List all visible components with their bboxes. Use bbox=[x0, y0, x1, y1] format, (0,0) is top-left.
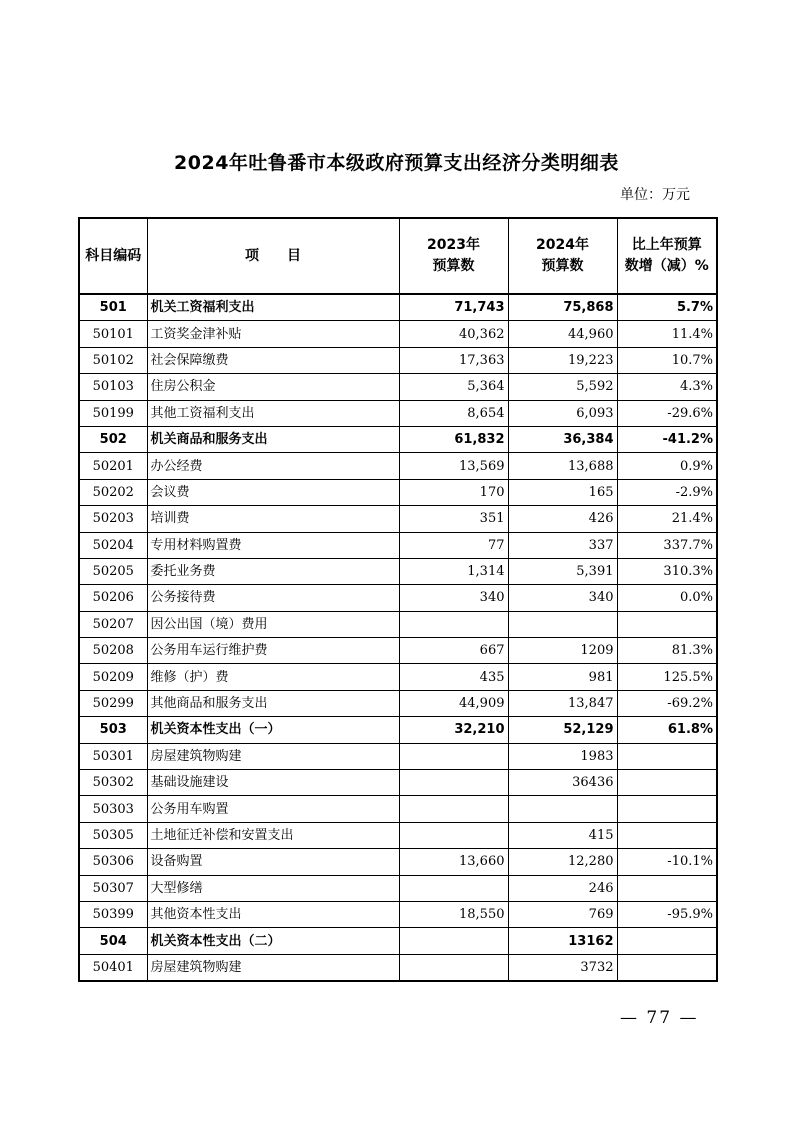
table-row bbox=[79, 690, 717, 716]
table-row bbox=[79, 321, 717, 347]
cell-item: 委托业务费 bbox=[147, 558, 399, 584]
cell-2023: 13,569 bbox=[399, 453, 508, 479]
cell-2024: 3732 bbox=[508, 954, 617, 981]
cell-2024: 44,960 bbox=[508, 321, 617, 347]
cell-item: 住房公积金 bbox=[147, 374, 399, 400]
cell-2023: 340 bbox=[399, 585, 508, 611]
cell-change: 10.7% bbox=[617, 347, 717, 373]
cell-2024: 415 bbox=[508, 822, 617, 848]
cell-code: 50204 bbox=[79, 532, 147, 558]
cell-2023: 1,314 bbox=[399, 558, 508, 584]
cell-2023: 5,364 bbox=[399, 374, 508, 400]
cell-code: 50103 bbox=[79, 374, 147, 400]
table-row-category bbox=[79, 928, 717, 954]
cell-code: 50302 bbox=[79, 770, 147, 796]
cell-2024: 75,868 bbox=[508, 294, 617, 321]
cell-change: -29.6% bbox=[617, 400, 717, 426]
cell-item: 房屋建筑物购建 bbox=[147, 743, 399, 769]
cell-code: 50203 bbox=[79, 506, 147, 532]
cell-item: 大型修缮 bbox=[147, 875, 399, 901]
table-row bbox=[79, 532, 717, 558]
cell-change: -69.2% bbox=[617, 690, 717, 716]
page-number: — 77 — bbox=[620, 1008, 699, 1028]
cell-2024: 13,847 bbox=[508, 690, 617, 716]
cell-item: 房屋建筑物购建 bbox=[147, 954, 399, 981]
header-code: 科目编码 bbox=[79, 218, 147, 294]
cell-change: -41.2% bbox=[617, 426, 717, 452]
header-2024-line1: 2024年 bbox=[536, 237, 589, 253]
cell-2024: 5,391 bbox=[508, 558, 617, 584]
table-row bbox=[79, 770, 717, 796]
table-row bbox=[79, 347, 717, 373]
unit-label: 单位：万元 bbox=[620, 187, 690, 203]
cell-item: 办公经费 bbox=[147, 453, 399, 479]
cell-2024: 19,223 bbox=[508, 347, 617, 373]
cell-2023: 77 bbox=[399, 532, 508, 558]
cell-2023 bbox=[399, 954, 508, 981]
cell-2023 bbox=[399, 770, 508, 796]
cell-item: 培训费 bbox=[147, 506, 399, 532]
cell-item: 其他商品和服务支出 bbox=[147, 690, 399, 716]
cell-change: 5.7% bbox=[617, 294, 717, 321]
table-body bbox=[79, 294, 717, 981]
table-row bbox=[79, 374, 717, 400]
table-row-category bbox=[79, 294, 717, 321]
cell-2023: 170 bbox=[399, 479, 508, 505]
cell-code: 50207 bbox=[79, 611, 147, 637]
cell-item: 因公出国（境）费用 bbox=[147, 611, 399, 637]
cell-change: 125.5% bbox=[617, 664, 717, 690]
cell-code: 50199 bbox=[79, 400, 147, 426]
cell-code: 50399 bbox=[79, 901, 147, 927]
cell-change bbox=[617, 928, 717, 954]
header-change-line1: 比上年预算 bbox=[631, 237, 702, 253]
cell-change: 337.7% bbox=[617, 532, 717, 558]
cell-2023: 13,660 bbox=[399, 849, 508, 875]
cell-item: 维修（护）费 bbox=[147, 664, 399, 690]
page-title: 2024年吐鲁番市本级政府预算支出经济分类明细表 bbox=[174, 152, 619, 174]
table-row bbox=[79, 638, 717, 664]
cell-code: 50201 bbox=[79, 453, 147, 479]
cell-2023: 32,210 bbox=[399, 717, 508, 743]
cell-2023: 18,550 bbox=[399, 901, 508, 927]
header-2024-line2: 预算数 bbox=[541, 258, 584, 274]
cell-item: 工资奖金津补贴 bbox=[147, 321, 399, 347]
table-row bbox=[79, 400, 717, 426]
cell-change bbox=[617, 796, 717, 822]
table-row bbox=[79, 479, 717, 505]
cell-item: 机关资本性支出（一） bbox=[147, 717, 399, 743]
cell-item: 土地征迁补偿和安置支出 bbox=[147, 822, 399, 848]
cell-2024: 6,093 bbox=[508, 400, 617, 426]
header-change-line2: 数增（减）% bbox=[624, 258, 709, 274]
cell-item: 社会保障缴费 bbox=[147, 347, 399, 373]
table-row bbox=[79, 611, 717, 637]
cell-2023 bbox=[399, 611, 508, 637]
header-2023-line2: 预算数 bbox=[432, 258, 475, 274]
header-2023 bbox=[399, 218, 508, 294]
cell-change: -2.9% bbox=[617, 479, 717, 505]
table-row bbox=[79, 506, 717, 532]
cell-2024: 1983 bbox=[508, 743, 617, 769]
cell-2024 bbox=[508, 796, 617, 822]
cell-2024: 13,688 bbox=[508, 453, 617, 479]
cell-2024: 246 bbox=[508, 875, 617, 901]
table-row bbox=[79, 558, 717, 584]
cell-2024: 981 bbox=[508, 664, 617, 690]
header-item: 项 目 bbox=[147, 218, 399, 294]
cell-code: 503 bbox=[79, 717, 147, 743]
cell-item: 其他资本性支出 bbox=[147, 901, 399, 927]
cell-code: 50209 bbox=[79, 664, 147, 690]
cell-code: 501 bbox=[79, 294, 147, 321]
cell-change: 0.9% bbox=[617, 453, 717, 479]
cell-code: 50102 bbox=[79, 347, 147, 373]
cell-change bbox=[617, 743, 717, 769]
cell-2024: 426 bbox=[508, 506, 617, 532]
cell-2023 bbox=[399, 822, 508, 848]
cell-2023: 17,363 bbox=[399, 347, 508, 373]
cell-2023: 40,362 bbox=[399, 321, 508, 347]
cell-code: 50101 bbox=[79, 321, 147, 347]
header-2024 bbox=[508, 218, 617, 294]
cell-change: 310.3% bbox=[617, 558, 717, 584]
cell-code: 50206 bbox=[79, 585, 147, 611]
cell-change: 21.4% bbox=[617, 506, 717, 532]
table-row bbox=[79, 796, 717, 822]
cell-2024: 769 bbox=[508, 901, 617, 927]
cell-2024: 36,384 bbox=[508, 426, 617, 452]
table-row-category bbox=[79, 426, 717, 452]
table-row bbox=[79, 453, 717, 479]
table-row bbox=[79, 585, 717, 611]
cell-2024: 340 bbox=[508, 585, 617, 611]
cell-change bbox=[617, 822, 717, 848]
cell-change: 81.3% bbox=[617, 638, 717, 664]
cell-change: -10.1% bbox=[617, 849, 717, 875]
cell-code: 50299 bbox=[79, 690, 147, 716]
cell-2023 bbox=[399, 796, 508, 822]
cell-code: 502 bbox=[79, 426, 147, 452]
cell-2024: 5,592 bbox=[508, 374, 617, 400]
cell-item: 公务接待费 bbox=[147, 585, 399, 611]
cell-2023 bbox=[399, 875, 508, 901]
table-header bbox=[79, 218, 717, 294]
cell-2023: 44,909 bbox=[399, 690, 508, 716]
table-row-category bbox=[79, 717, 717, 743]
cell-2024: 36436 bbox=[508, 770, 617, 796]
cell-code: 50306 bbox=[79, 849, 147, 875]
cell-code: 50208 bbox=[79, 638, 147, 664]
cell-2024 bbox=[508, 611, 617, 637]
table-row bbox=[79, 743, 717, 769]
cell-code: 504 bbox=[79, 928, 147, 954]
cell-item: 公务用车购置 bbox=[147, 796, 399, 822]
cell-change: -95.9% bbox=[617, 901, 717, 927]
table-row bbox=[79, 954, 717, 981]
cell-2023: 71,743 bbox=[399, 294, 508, 321]
cell-item: 基础设施建设 bbox=[147, 770, 399, 796]
table-row bbox=[79, 901, 717, 927]
table-row bbox=[79, 822, 717, 848]
cell-2024: 165 bbox=[508, 479, 617, 505]
cell-code: 50301 bbox=[79, 743, 147, 769]
cell-2024: 1209 bbox=[508, 638, 617, 664]
cell-code: 50303 bbox=[79, 796, 147, 822]
cell-code: 50401 bbox=[79, 954, 147, 981]
header-change bbox=[617, 218, 717, 294]
cell-2023: 435 bbox=[399, 664, 508, 690]
cell-2024: 52,129 bbox=[508, 717, 617, 743]
cell-code: 50307 bbox=[79, 875, 147, 901]
cell-item: 其他工资福利支出 bbox=[147, 400, 399, 426]
cell-change bbox=[617, 875, 717, 901]
cell-change: 61.8% bbox=[617, 717, 717, 743]
table-row bbox=[79, 664, 717, 690]
cell-2023 bbox=[399, 743, 508, 769]
cell-2023 bbox=[399, 928, 508, 954]
table-row bbox=[79, 875, 717, 901]
cell-2024: 13162 bbox=[508, 928, 617, 954]
cell-change: 0.0% bbox=[617, 585, 717, 611]
table-row bbox=[79, 849, 717, 875]
cell-2023: 61,832 bbox=[399, 426, 508, 452]
cell-change bbox=[617, 954, 717, 981]
header-2023-line1: 2023年 bbox=[427, 237, 480, 253]
cell-item: 机关商品和服务支出 bbox=[147, 426, 399, 452]
cell-change: 11.4% bbox=[617, 321, 717, 347]
budget-table bbox=[78, 217, 718, 982]
cell-change bbox=[617, 770, 717, 796]
cell-code: 50202 bbox=[79, 479, 147, 505]
cell-code: 50305 bbox=[79, 822, 147, 848]
cell-2023: 8,654 bbox=[399, 400, 508, 426]
cell-2024: 337 bbox=[508, 532, 617, 558]
cell-2024: 12,280 bbox=[508, 849, 617, 875]
cell-code: 50205 bbox=[79, 558, 147, 584]
cell-item: 机关工资福利支出 bbox=[147, 294, 399, 321]
cell-item: 机关资本性支出（二） bbox=[147, 928, 399, 954]
cell-item: 设备购置 bbox=[147, 849, 399, 875]
cell-change bbox=[617, 611, 717, 637]
cell-2023: 667 bbox=[399, 638, 508, 664]
cell-2023: 351 bbox=[399, 506, 508, 532]
cell-item: 公务用车运行维护费 bbox=[147, 638, 399, 664]
cell-item: 专用材料购置费 bbox=[147, 532, 399, 558]
cell-change: 4.3% bbox=[617, 374, 717, 400]
cell-item: 会议费 bbox=[147, 479, 399, 505]
